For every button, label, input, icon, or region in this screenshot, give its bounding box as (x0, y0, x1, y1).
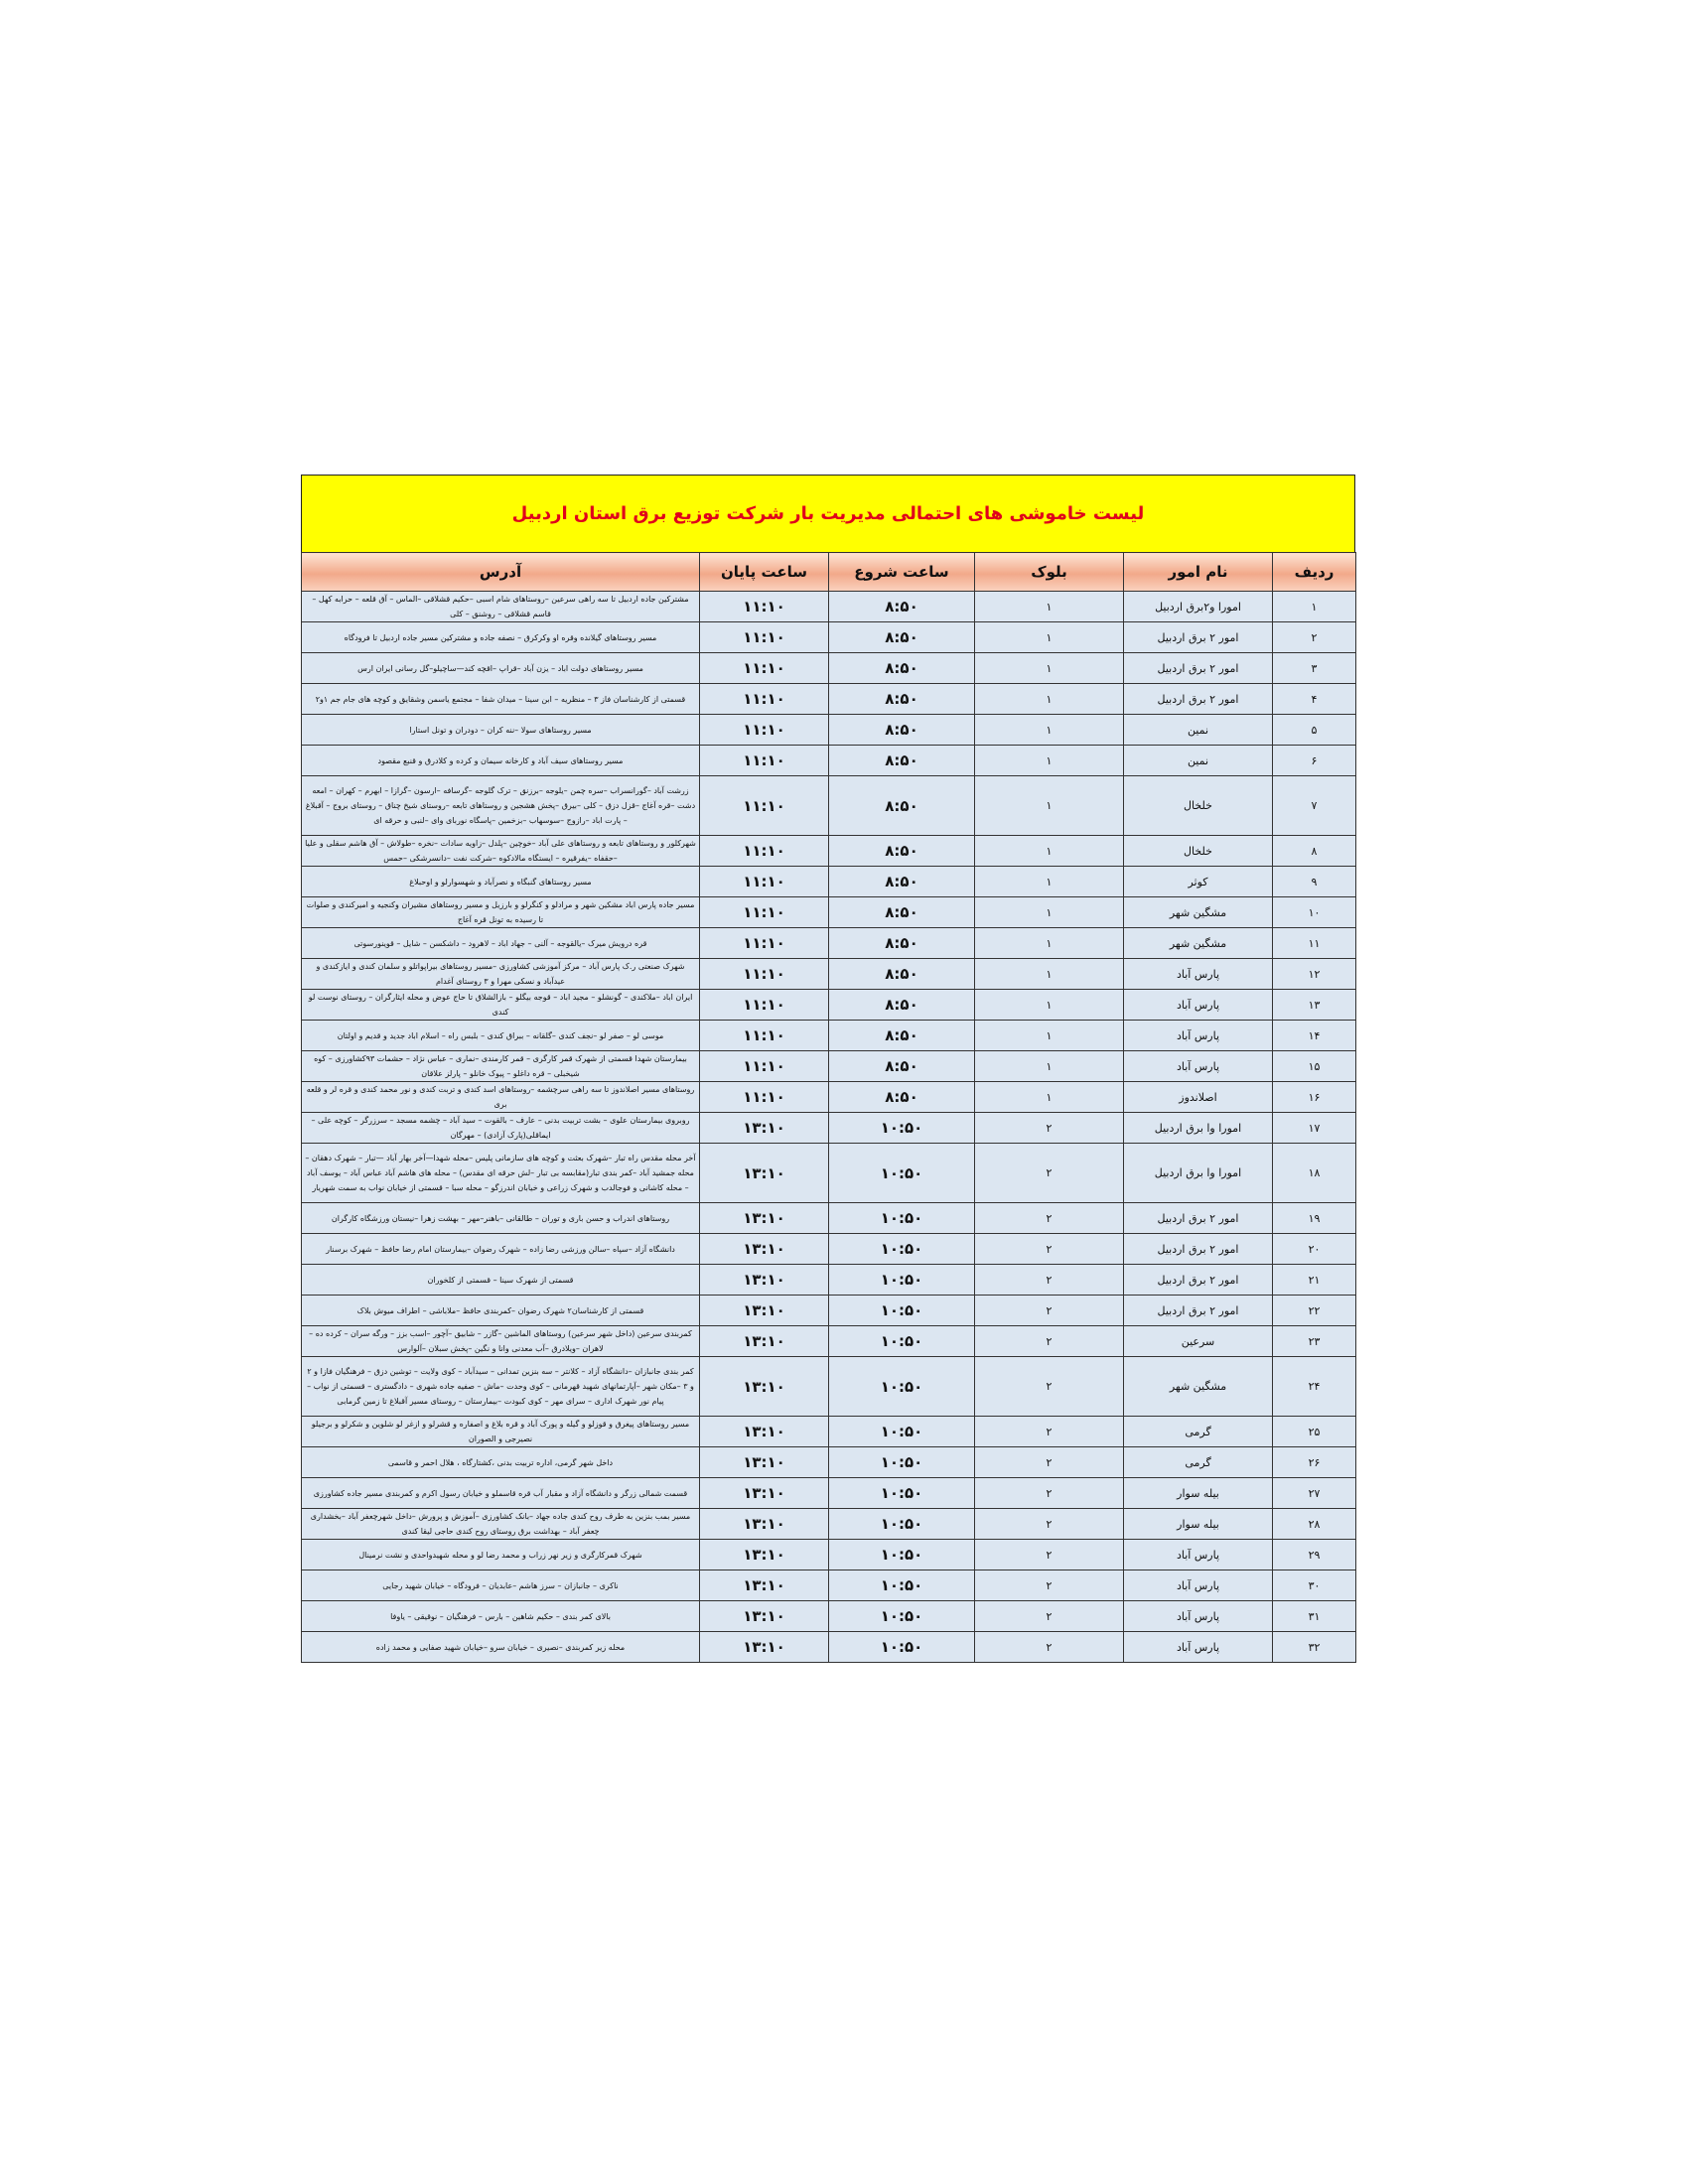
end-time-cell: ۱۳:۱۰ (700, 1478, 829, 1509)
address-cell: شهرک قمرکارگری و زیر نهر زراب و محمد رضا لو و محله شهیدواحدی و نشت نرمینال (302, 1540, 700, 1570)
block-cell: ۲ (975, 1265, 1124, 1296)
end-time-cell: ۱۱:۱۰ (700, 990, 829, 1021)
office-cell: پارس آباد (1124, 990, 1273, 1021)
start-time-cell: ۱۰:۵۰ (829, 1570, 975, 1601)
start-time-cell: ۸:۵۰ (829, 990, 975, 1021)
table-row (302, 1051, 1356, 1082)
start-time-cell: ۱۰:۵۰ (829, 1144, 975, 1203)
row-number-cell: ۲۱ (1273, 1265, 1356, 1296)
end-time-cell: ۱۱:۱۰ (700, 776, 829, 836)
address-cell: قره درویش میرک –یالقوجه – آلنی – جهاد اباد – لاهرود – داشکسن – شایل – قوینورسوتی (302, 928, 700, 959)
table-row (302, 897, 1356, 928)
table-row (302, 1203, 1356, 1234)
end-time-cell: ۱۱:۱۰ (700, 715, 829, 746)
end-time-cell: ۱۱:۱۰ (700, 867, 829, 897)
end-time-cell: ۱۳:۱۰ (700, 1265, 829, 1296)
table-row (302, 746, 1356, 776)
table-row (302, 1296, 1356, 1326)
end-time-cell: ۱۳:۱۰ (700, 1540, 829, 1570)
table-row (302, 836, 1356, 867)
block-cell: ۱ (975, 622, 1124, 653)
address-cell: مسیر روستاهای گیلانده وقره او وکرکرق – نصفه جاده و مشترکین مسیر جاده اردبیل تا فرودگاه (302, 622, 700, 653)
office-cell: خلخال (1124, 836, 1273, 867)
start-time-cell: ۸:۵۰ (829, 836, 975, 867)
start-time-cell: ۱۰:۵۰ (829, 1509, 975, 1540)
office-cell: نمین (1124, 715, 1273, 746)
office-cell: امور ۲ برق اردبیل (1124, 622, 1273, 653)
end-time-cell: ۱۳:۱۰ (700, 1144, 829, 1203)
table-row (302, 1326, 1356, 1357)
table-row (302, 715, 1356, 746)
block-cell: ۱ (975, 715, 1124, 746)
block-cell: ۲ (975, 1509, 1124, 1540)
row-number-cell: ۵ (1273, 715, 1356, 746)
office-cell: امورا و۲برق اردبیل (1124, 592, 1273, 622)
address-cell: مسیر روستاهای پیغرق و قوزلو و گیله و پورک آباد و قره بلاغ و اصفاره و قشرلو و ازغر لو شلوین و شکرلو و برجیلو نصیرجی و الصوران (302, 1417, 700, 1447)
start-time-cell: ۱۰:۵۰ (829, 1296, 975, 1326)
office-cell: امور ۲ برق اردبیل (1124, 684, 1273, 715)
row-number-cell: ۲۲ (1273, 1296, 1356, 1326)
block-cell: ۲ (975, 1447, 1124, 1478)
end-time-cell: ۱۳:۱۰ (700, 1601, 829, 1632)
start-time-cell: ۱۰:۵۰ (829, 1601, 975, 1632)
table-row (302, 1144, 1356, 1203)
block-cell: ۱ (975, 1051, 1124, 1082)
block-cell: ۲ (975, 1570, 1124, 1601)
row-number-cell: ۱۱ (1273, 928, 1356, 959)
row-number-cell: ۳۱ (1273, 1601, 1356, 1632)
table-row (302, 653, 1356, 684)
address-cell: مسیر روستاهای گنبگاه و نصرآباد و شهسوارلو و اوحبلاغ (302, 867, 700, 897)
row-number-cell: ۸ (1273, 836, 1356, 867)
table-row (302, 684, 1356, 715)
outage-table (301, 552, 1356, 1663)
end-time-cell: ۱۱:۱۰ (700, 1082, 829, 1113)
block-cell: ۱ (975, 1082, 1124, 1113)
table-row (302, 1417, 1356, 1447)
block-cell: ۱ (975, 592, 1124, 622)
row-number-cell: ۱۳ (1273, 990, 1356, 1021)
address-cell: روستاهای اندراب و حسن باری و توران – طالقانی –باهنر–مهر – بهشت زهرا –نیستان ورزشگاه کارگران (302, 1203, 700, 1234)
start-time-cell: ۸:۵۰ (829, 897, 975, 928)
end-time-cell: ۱۱:۱۰ (700, 622, 829, 653)
start-time-cell: ۸:۵۰ (829, 746, 975, 776)
office-cell: نمین (1124, 746, 1273, 776)
office-cell: امور ۲ برق اردبیل (1124, 1265, 1273, 1296)
row-number-cell: ۷ (1273, 776, 1356, 836)
office-cell: کوثر (1124, 867, 1273, 897)
block-cell: ۱ (975, 1021, 1124, 1051)
row-number-cell: ۲۳ (1273, 1326, 1356, 1357)
row-number-cell: ۲۵ (1273, 1417, 1356, 1447)
start-time-cell: ۸:۵۰ (829, 776, 975, 836)
office-cell: پارس آباد (1124, 1570, 1273, 1601)
row-number-cell: ۱۷ (1273, 1113, 1356, 1144)
address-cell: روبروی بیمارستان علوی – بشت تربیت بدنی – عارف – بالقوت – سید آباد – چشمه مسجد – سرزرگر – کوچه علی – ایماقلی(پارک آزادی) – مهرگان (302, 1113, 700, 1144)
row-number-cell: ۱۶ (1273, 1082, 1356, 1113)
end-time-cell: ۱۳:۱۰ (700, 1570, 829, 1601)
address-cell: ناکری – جانبازان – سرز هاشم –عابدیان – فرودگاه – خیابان شهید رجایی (302, 1570, 700, 1601)
table-row (302, 776, 1356, 836)
address-cell: مشترکین جاده اردبیل تا سه راهی سرعین –روستاهای شام اسبی –حکیم قشلاقی –الماس – آق قلعه – حرابه کهل – قاسم قشلاقی – روشنق – کلی (302, 592, 700, 622)
end-time-cell: ۱۳:۱۰ (700, 1234, 829, 1265)
start-time-cell: ۸:۵۰ (829, 867, 975, 897)
table-row (302, 1478, 1356, 1509)
end-time-cell: ۱۳:۱۰ (700, 1203, 829, 1234)
start-time-cell: ۸:۵۰ (829, 715, 975, 746)
end-time-cell: ۱۳:۱۰ (700, 1296, 829, 1326)
block-cell: ۲ (975, 1357, 1124, 1417)
address-cell: ایران اباد –ملاکندی – گونشلو – مجید اباد – قوجه بیگلو – بازالشلاق تا حاج عوض و محله ایثارگران – روستای نوست لو کندی (302, 990, 700, 1021)
start-time-cell: ۸:۵۰ (829, 592, 975, 622)
table-row (302, 1265, 1356, 1296)
row-number-cell: ۲۷ (1273, 1478, 1356, 1509)
table-row (302, 1632, 1356, 1663)
start-time-cell: ۸:۵۰ (829, 684, 975, 715)
block-cell: ۲ (975, 1632, 1124, 1663)
address-cell: محله زیر کمربندی –نصیری – خیابان سرو –خیابان شهید صفایی و محمد زاده (302, 1632, 700, 1663)
office-cell: پارس آباد (1124, 1021, 1273, 1051)
office-cell: امور ۲ برق اردبیل (1124, 653, 1273, 684)
start-time-cell: ۱۰:۵۰ (829, 1357, 975, 1417)
start-time-cell: ۸:۵۰ (829, 959, 975, 990)
start-time-cell: ۱۰:۵۰ (829, 1478, 975, 1509)
block-cell: ۱ (975, 653, 1124, 684)
address-cell: قسمتی از کارشناسان فاز ۳ – منظریه – ابن سینا – میدان شفا – مجتمع یاسمن وشقایق و کوچه های جام جم ۱و۲ (302, 684, 700, 715)
header-end-time: ساعت پایان (700, 553, 829, 592)
block-cell: ۲ (975, 1417, 1124, 1447)
end-time-cell: ۱۳:۱۰ (700, 1326, 829, 1357)
block-cell: ۲ (975, 1478, 1124, 1509)
office-cell: پارس آباد (1124, 1601, 1273, 1632)
start-time-cell: ۱۰:۵۰ (829, 1540, 975, 1570)
row-number-cell: ۱۲ (1273, 959, 1356, 990)
start-time-cell: ۸:۵۰ (829, 1021, 975, 1051)
end-time-cell: ۱۳:۱۰ (700, 1357, 829, 1417)
address-cell: کمر بندی جانبازان –دانشگاه آزاد – کلانتر – سه بنزین تمدانی – سیدآباد – کوی ولایت – توشین دزق – فرهنگیان فازا و ۲ و ۳ –مکان شهر –آپارتمانهای شهید قهرمانی – کوی وحدت –ماش – صفیه جاده شهری – دادگستری – قسمتی از نواب – پیام نور شهرک اداری – سرای مهر – کوی کبودت –بیمارستان – روستای مسیر آقبلاغ تا زمین گرمابی (302, 1357, 700, 1417)
table-row (302, 959, 1356, 990)
end-time-cell: ۱۱:۱۰ (700, 684, 829, 715)
start-time-cell: ۱۰:۵۰ (829, 1203, 975, 1234)
address-cell: مسیر روستاهای سیف آباد و کارخانه سیمان و کرده و کلادرق و قنبع مقصود (302, 746, 700, 776)
address-cell: کمربندی سرعین (داخل شهر سرعین) روستاهای الماشین –گازر – شابیق –آچور –اسب بزز – ورگه سران – کرده ده – لاهران –ویلادرق –آب معدنی وانا و نگین –پخش سبلان –آلوارس (302, 1326, 700, 1357)
block-cell: ۲ (975, 1203, 1124, 1234)
block-cell: ۱ (975, 897, 1124, 928)
start-time-cell: ۱۰:۵۰ (829, 1265, 975, 1296)
block-cell: ۲ (975, 1234, 1124, 1265)
end-time-cell: ۱۳:۱۰ (700, 1417, 829, 1447)
address-cell: شهرک صنعتی ر.ک پارس آباد – مرکز آموزشی کشاورزی –مسیر روستاهای بیراپواتلو و سلمان کندی و ایازکندی و عیدآباد و نسکی مهرا و ۳ روستای آغدام (302, 959, 700, 990)
end-time-cell: ۱۳:۱۰ (700, 1509, 829, 1540)
table-row (302, 990, 1356, 1021)
block-cell: ۱ (975, 776, 1124, 836)
row-number-cell: ۳ (1273, 653, 1356, 684)
end-time-cell: ۱۱:۱۰ (700, 928, 829, 959)
table-row (302, 1357, 1356, 1417)
end-time-cell: ۱۱:۱۰ (700, 653, 829, 684)
header-block: بلوک (975, 553, 1124, 592)
start-time-cell: ۸:۵۰ (829, 928, 975, 959)
row-number-cell: ۲۶ (1273, 1447, 1356, 1478)
block-cell: ۱ (975, 990, 1124, 1021)
office-cell: امورا وا برق اردبیل (1124, 1113, 1273, 1144)
end-time-cell: ۱۱:۱۰ (700, 746, 829, 776)
end-time-cell: ۱۳:۱۰ (700, 1632, 829, 1663)
address-cell: بیمارستان شهدا قسمتی از شهرک قمر کارگری – قمر کارمندی –نماری – عباس نژاد – حشمات ۹۳کشاورزی – کوه شیخبلی – قره داغلو – پیوک خانلو – پارلز علاقان (302, 1051, 700, 1082)
table-row (302, 1082, 1356, 1113)
sheet-title: لیست خاموشی های احتمالی مدیریت بار شرکت توزیع برق استان اردبیل (511, 503, 1145, 524)
office-cell: بیله سوار (1124, 1509, 1273, 1540)
row-number-cell: ۱۹ (1273, 1203, 1356, 1234)
end-time-cell: ۱۱:۱۰ (700, 1021, 829, 1051)
start-time-cell: ۸:۵۰ (829, 1051, 975, 1082)
office-cell: پارس آباد (1124, 1051, 1273, 1082)
office-cell: گرمی (1124, 1417, 1273, 1447)
block-cell: ۱ (975, 928, 1124, 959)
table-row (302, 1509, 1356, 1540)
address-cell: آخر محله مقدس راه تبار –شهرک بعثت و کوچه های سازمانی پلیس –محله شهدا—آخر بهار آباد —تبار – شهرک دهقان –محله جمشید آباد –کمر بندی تبار(مقابسه بی تبار –لش حرقه ای مقدس) – محله های هاشم آباد عباس آباد – یوسف آباد – محله کاشانی و فوجالدب و شهرک زراعی و خیابان اندرزگو – محله سبا – قسمتی از خیابان نواب به سمت شهریار (302, 1144, 700, 1203)
address-cell: مسیر روستاهای دولت اباد – یزن آباد –قراپ –اقچه کند—ساچیلو–گل رسانی ایران ارس (302, 653, 700, 684)
block-cell: ۲ (975, 1601, 1124, 1632)
row-number-cell: ۲۹ (1273, 1540, 1356, 1570)
outage-sheet (301, 475, 1355, 1663)
row-number-cell: ۱۴ (1273, 1021, 1356, 1051)
title-bar (301, 475, 1355, 552)
table-row (302, 928, 1356, 959)
row-number-cell: ۲۰ (1273, 1234, 1356, 1265)
end-time-cell: ۱۱:۱۰ (700, 897, 829, 928)
row-number-cell: ۳۲ (1273, 1632, 1356, 1663)
end-time-cell: ۱۳:۱۰ (700, 1447, 829, 1478)
block-cell: ۱ (975, 959, 1124, 990)
start-time-cell: ۱۰:۵۰ (829, 1326, 975, 1357)
row-number-cell: ۱۸ (1273, 1144, 1356, 1203)
end-time-cell: ۱۱:۱۰ (700, 836, 829, 867)
office-cell: مشگین شهر (1124, 1357, 1273, 1417)
start-time-cell: ۱۰:۵۰ (829, 1417, 975, 1447)
office-cell: سرعین (1124, 1326, 1273, 1357)
office-cell: امورا وا برق اردبیل (1124, 1144, 1273, 1203)
address-cell: بالای کمر بندی – حکیم شاهین – بارس – فرهنگیان – نوقیقی – یاوفا (302, 1601, 700, 1632)
block-cell: ۱ (975, 867, 1124, 897)
address-cell: زرشت آباد –گورانسراب –سره چمن –یلوجه –برزنق – ترک گلوجه –گرسافه –ارسون –گرازا – ابهرم – کهران – امعه دشت –قره آغاج –قزل دزق – کلی –بیرق –پخش هشجین و روستاهای تابعه –روستای شیخ چناق – روستای بروج – آقبلاغ – پارت اباد –رازوج –سوسهاب –بزخمین –پاسگاه نوربای وای –لنبی و حرقه ای (302, 776, 700, 836)
block-cell: ۱ (975, 836, 1124, 867)
office-cell: اصلاندوز (1124, 1082, 1273, 1113)
block-cell: ۲ (975, 1540, 1124, 1570)
end-time-cell: ۱۱:۱۰ (700, 959, 829, 990)
start-time-cell: ۸:۵۰ (829, 653, 975, 684)
address-cell: قسمت شمالی زرگر و دانشگاه آزاد و مقبار آب قره قاسملو و خیابان رسول اکرم و کمربندی مسیر جاده کشاورزی (302, 1478, 700, 1509)
office-cell: مشگین شهر (1124, 928, 1273, 959)
table-row (302, 867, 1356, 897)
office-cell: پارس آباد (1124, 1632, 1273, 1663)
address-cell: مسیر روستاهای سولا –ننه کران – دودران و تونل استارا (302, 715, 700, 746)
row-number-cell: ۱ (1273, 592, 1356, 622)
table-row (302, 622, 1356, 653)
office-cell: امور ۲ برق اردبیل (1124, 1234, 1273, 1265)
block-cell: ۱ (975, 746, 1124, 776)
header-start-time: ساعت شروع (829, 553, 975, 592)
row-number-cell: ۱۵ (1273, 1051, 1356, 1082)
row-number-cell: ۱۰ (1273, 897, 1356, 928)
office-cell: مشگین شهر (1124, 897, 1273, 928)
office-cell: امور ۲ برق اردبیل (1124, 1296, 1273, 1326)
address-cell: قسمتی از شهرک سینا – قسمتی از کلخوران (302, 1265, 700, 1296)
address-cell: مسیر جاده پارس اباد مشکین شهر و مرادلو و کنگرلو و بارزیل و مسیر روستاهای مشیران وکنجیه و امیرکندی و صلوات تا رسیده به تونل قره آغاج (302, 897, 700, 928)
row-number-cell: ۲۴ (1273, 1357, 1356, 1417)
block-cell: ۲ (975, 1326, 1124, 1357)
office-cell: امور ۲ برق اردبیل (1124, 1203, 1273, 1234)
block-cell: ۲ (975, 1296, 1124, 1326)
office-cell: خلخال (1124, 776, 1273, 836)
block-cell: ۲ (975, 1144, 1124, 1203)
address-cell: روستاهای مسیر اصلاندوز تا سه راهی سرچشمه –روستاهای اسد کندی و تربت کندی و نور محمد کندی و قره لر و قلعه بری (302, 1082, 700, 1113)
table-row (302, 592, 1356, 622)
office-cell: پارس آباد (1124, 1540, 1273, 1570)
table-row (302, 1113, 1356, 1144)
row-number-cell: ۹ (1273, 867, 1356, 897)
table-row (302, 1540, 1356, 1570)
table-row (302, 1447, 1356, 1478)
address-cell: داخل شهر گرمی، اداره تربیت بدنی ،کشتارگاه ، هلال احمر و قاسمی (302, 1447, 700, 1478)
header-row (302, 553, 1356, 592)
end-time-cell: ۱۱:۱۰ (700, 1051, 829, 1082)
table-row (302, 1570, 1356, 1601)
start-time-cell: ۱۰:۵۰ (829, 1234, 975, 1265)
start-time-cell: ۸:۵۰ (829, 622, 975, 653)
start-time-cell: ۱۰:۵۰ (829, 1632, 975, 1663)
row-number-cell: ۶ (1273, 746, 1356, 776)
row-number-cell: ۲ (1273, 622, 1356, 653)
address-cell: دانشگاه آزاد –سپاه –سالن ورزشی رضا زاده – شهرک رضوان –بیمارستان امام رضا حافظ – شهرک برسنار (302, 1234, 700, 1265)
office-cell: پارس آباد (1124, 959, 1273, 990)
office-cell: گرمی (1124, 1447, 1273, 1478)
end-time-cell: ۱۱:۱۰ (700, 592, 829, 622)
table-body (302, 592, 1356, 1663)
address-cell: قسمتی از کارشناسان۲ شهرک رضوان –کمربندی حافظ –ملاباشی – اطراف میوش بلاک (302, 1296, 700, 1326)
start-time-cell: ۱۰:۵۰ (829, 1113, 975, 1144)
address-cell: شهرکلور و روستاهای تابعه و روستاهای علی آباد –خوچین –پلدل –زاویه سادات –نخره –طولاش – آق هاشم سقلی و علیا –حقفاه –یفرقیره – ایستگاه مالادکوه –شرکت نفت –دانسرشکی –حمس (302, 836, 700, 867)
table-row (302, 1601, 1356, 1632)
block-cell: ۲ (975, 1113, 1124, 1144)
address-cell: موسی لو – صفر لو –نجف کندی –گلقانه – ببراق کندی – بلبس راه – اسلام اباد جدید و قدیم و اولتان (302, 1021, 700, 1051)
row-number-cell: ۲۸ (1273, 1509, 1356, 1540)
row-number-cell: ۳۰ (1273, 1570, 1356, 1601)
table-row (302, 1021, 1356, 1051)
block-cell: ۱ (975, 684, 1124, 715)
row-number-cell: ۴ (1273, 684, 1356, 715)
table-row (302, 1234, 1356, 1265)
header-office: نام امور (1124, 553, 1273, 592)
address-cell: مسیر بمب بنزین به طرف روح کندی جاده جهاد –بانک کشاورزی –آموزش و پرورش –داخل شهرچعفر آباد –بخشداری چعفر آباد – بهداشت برق روستای روح کندی حاجی لیقا کندی (302, 1509, 700, 1540)
office-cell: بیله سوار (1124, 1478, 1273, 1509)
header-row-number: ردیف (1273, 553, 1356, 592)
end-time-cell: ۱۳:۱۰ (700, 1113, 829, 1144)
start-time-cell: ۱۰:۵۰ (829, 1447, 975, 1478)
header-address: آدرس (302, 553, 700, 592)
start-time-cell: ۸:۵۰ (829, 1082, 975, 1113)
